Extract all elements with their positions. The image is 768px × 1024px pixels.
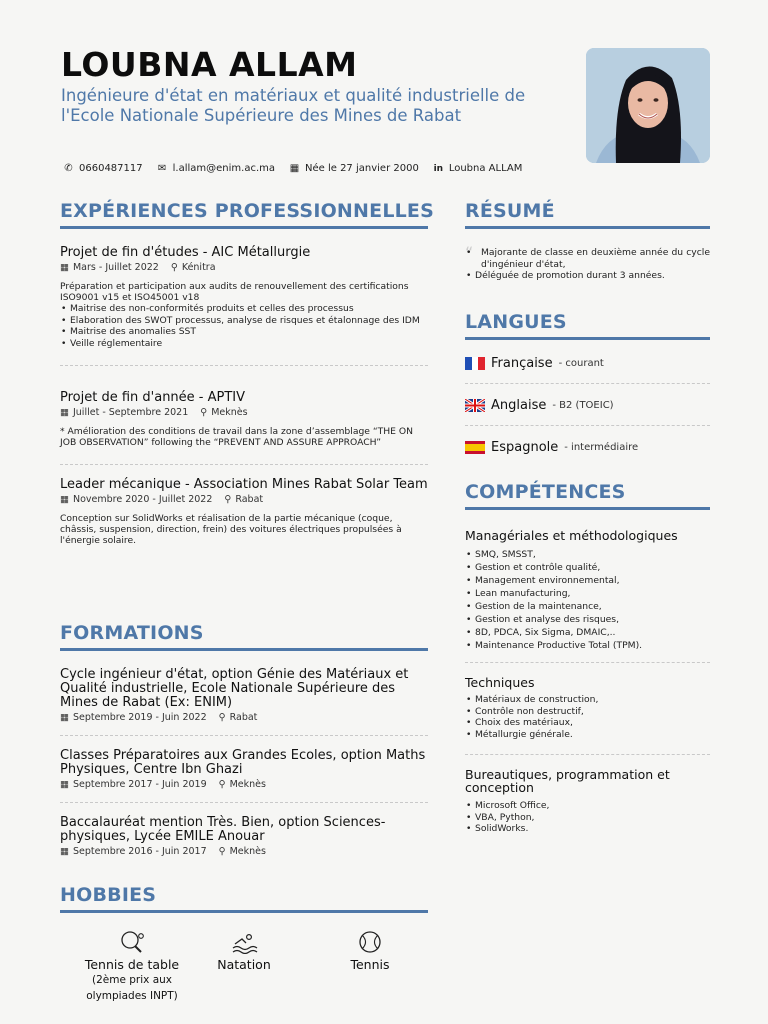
- experience-meta: [60, 262, 428, 273]
- language-item-uk: [465, 398, 710, 413]
- list-item: • Déléguée de promotion durant 3 années.: [465, 270, 710, 282]
- hobby-item-1: [62, 930, 202, 1004]
- list-item: • Gestion de la maintenance,: [465, 600, 710, 613]
- calendar-icon: ▦: [60, 712, 69, 723]
- skill-group-2: [465, 676, 710, 755]
- linkedin-icon: in: [433, 163, 444, 174]
- divider: [60, 802, 428, 803]
- language-item-fr: [465, 356, 710, 371]
- langues-section: [465, 311, 710, 455]
- tennis-ball-icon: [356, 930, 384, 954]
- location-pin-icon: ⚲: [170, 262, 178, 273]
- list-item: • Lean manufacturing,: [465, 587, 710, 600]
- experience-date: Mars - Juillet 2022: [72, 262, 159, 273]
- skill-list: [465, 694, 710, 740]
- list-item: • Métallurgie générale.: [465, 729, 710, 741]
- phone-text: 0660487117: [79, 163, 143, 174]
- list-item: • Management environnemental,: [465, 574, 710, 587]
- list-item: • Majorante de classe en deuxième année du cycle d'ingénieur d'état,: [465, 247, 710, 270]
- formation-title: Cycle ingénieur d'état, option Génie des Matériaux et Qualité industrielle, Ecole Nationale Supérieure des Mines de Rabat (Ex: ENIM): [60, 667, 409, 710]
- list-item: • Elaboration des SWOT processus, analyse de risques et étalonnage des IDM: [60, 315, 428, 327]
- list-item: • Choix des matériaux,: [465, 717, 710, 729]
- spain-flag-icon: [465, 441, 485, 454]
- list-item: • SMQ, SMSST,: [465, 548, 710, 561]
- location-pin-icon: ⚲: [218, 712, 226, 723]
- language-item-es: [465, 440, 710, 455]
- list-item: • 8D, PDCA, Six Sigma, DMAIC,..: [465, 626, 710, 639]
- contact-linkedin[interactable]: [433, 163, 523, 174]
- experience-intro: Conception sur SolidWorks et réalisation de la partie mécanique (coque, châssis, suspension, direction, frein) des voitures électriques propulsées à l'énergie solaire.: [60, 513, 402, 546]
- divider: [465, 425, 710, 426]
- hobbies-section: [60, 884, 428, 913]
- skill-group-title: Techniques: [465, 675, 535, 690]
- formation-title: Classes Préparatoires aux Grandes Ecoles, option Maths Physiques, Centre Ibn Ghazi: [60, 748, 426, 777]
- location-pin-icon: ⚲: [224, 494, 232, 505]
- section-title-competences: COMPÉTENCES: [465, 481, 710, 510]
- formation-meta: [60, 779, 428, 790]
- experiences-section: [60, 200, 434, 546]
- formation-meta: [60, 846, 428, 857]
- experience-intro: * Amélioration des conditions de travail dans la zone d’assemblage “THE ON JOB OBSERVATION” following the “PREVENT AND ASSURE APPROACH”: [60, 426, 413, 448]
- hobby-note: (2ème prix aux olympiades INPT): [86, 974, 178, 1002]
- experience-title: Projet de fin d'études - AIC Métallurgie: [60, 245, 311, 260]
- skill-group-title: Bureautiques, programmation et conception: [465, 767, 670, 795]
- profile-photo: [586, 48, 710, 163]
- formation-date: Septembre 2019 - Juin 2022: [72, 712, 207, 723]
- experience-place: Meknès: [211, 407, 248, 418]
- linkedin-text: Loubna ALLAM: [448, 163, 523, 174]
- hobby-label: Tennis de table: [84, 957, 180, 972]
- formation-meta: [60, 712, 428, 723]
- experience-date: Novembre 2020 - Juillet 2022: [72, 494, 213, 505]
- language-level: - courant: [558, 358, 604, 369]
- birth-text: Née le 27 janvier 2000: [305, 163, 419, 174]
- resume-body: [465, 243, 710, 282]
- location-pin-icon: ⚲: [218, 846, 226, 857]
- hobby-item-3: [330, 930, 410, 972]
- section-title-experiences: EXPÉRIENCES PROFESSIONNELLES: [60, 200, 428, 229]
- experience-meta: [60, 407, 428, 418]
- france-flag-icon: [465, 357, 485, 370]
- hobby-label: Tennis: [350, 957, 390, 972]
- section-title-resume: RÉSUMÉ: [465, 200, 710, 229]
- list-item: • Gestion et analyse des risques,: [465, 613, 710, 626]
- experience-intro: Préparation et participation aux audits de renouvellement des certifications ISO9001 v15 et ISO45001 v18: [60, 281, 409, 303]
- resume-bullets: [465, 247, 710, 282]
- competences-section: [465, 481, 710, 835]
- language-name: Espagnole: [491, 440, 559, 455]
- formations-section: [60, 622, 428, 857]
- hobby-label: Natation: [217, 957, 271, 972]
- experience-title: Leader mécanique - Association Mines Rabat Solar Team: [60, 477, 428, 492]
- skill-list: [465, 548, 710, 652]
- profile-photo-illustration: [586, 48, 710, 163]
- list-item: • VBA, Python,: [465, 812, 710, 824]
- contact-bar: [63, 163, 522, 174]
- section-title-hobbies: HOBBIES: [60, 884, 428, 913]
- experience-place: Kénitra: [181, 262, 216, 273]
- quote-icon: “: [465, 243, 474, 262]
- calendar-icon: ▦: [60, 846, 69, 857]
- list-item: • Matériaux de construction,: [465, 694, 710, 706]
- contact-birth: [289, 163, 419, 174]
- formation-date: Septembre 2017 - Juin 2019: [72, 779, 207, 790]
- skill-group-1: [465, 529, 710, 663]
- experience-item-2: [60, 391, 428, 465]
- headline: Ingénieure d'état en matériaux et qualité industrielle de l'Ecole Nationale Supérieure des Mines de Rabat: [61, 86, 526, 125]
- swimming-icon: [230, 930, 258, 954]
- email-icon: ✉: [157, 163, 167, 174]
- divider: [465, 383, 710, 384]
- skill-group-title: Managériales et méthodologiques: [465, 528, 678, 543]
- location-pin-icon: ⚲: [200, 407, 208, 418]
- experience-title: Projet de fin d'année - APTIV: [60, 390, 246, 405]
- calendar-icon: ▦: [60, 407, 69, 418]
- formation-place: Meknès: [229, 779, 266, 790]
- list-item: • SolidWorks.: [465, 823, 710, 835]
- divider: [60, 464, 428, 465]
- formation-title: Baccalauréat mention Très. Bien, option Sciences-physiques, Lycée EMILE Anouar: [60, 815, 386, 844]
- hobby-item-2: [204, 930, 284, 972]
- email-text: l.allam@enim.ac.ma: [172, 163, 275, 174]
- divider: [465, 754, 710, 755]
- uk-flag-icon: [465, 399, 485, 412]
- list-item: • Maitrise des non-conformités produits et celles des processus: [60, 303, 428, 315]
- language-level: - B2 (TOEIC): [552, 400, 614, 411]
- divider: [60, 365, 428, 366]
- experience-date: Juillet - Septembre 2021: [72, 407, 189, 418]
- header: [61, 46, 561, 125]
- contact-phone[interactable]: [63, 163, 143, 174]
- list-item: • Microsoft Office,: [465, 800, 710, 812]
- formation-item-3: [60, 816, 428, 857]
- formation-place: Rabat: [229, 712, 258, 723]
- calendar-icon: ▦: [60, 262, 69, 273]
- divider: [60, 735, 428, 736]
- section-title-langues: LANGUES: [465, 311, 710, 340]
- experience-place: Rabat: [235, 494, 264, 505]
- formation-item-2: [60, 749, 428, 803]
- list-item: • Contrôle non destructif,: [465, 706, 710, 718]
- divider: [465, 662, 710, 663]
- language-name: Anglaise: [491, 398, 547, 413]
- formation-place: Meknès: [229, 846, 266, 857]
- experience-bullets: [60, 303, 428, 349]
- list-item: • Veille réglementaire: [60, 338, 428, 350]
- section-title-formations: FORMATIONS: [60, 622, 428, 651]
- resume-section: [465, 200, 710, 282]
- location-pin-icon: ⚲: [218, 779, 226, 790]
- language-level: - intermédiaire: [564, 442, 639, 453]
- ping-pong-icon: [118, 930, 146, 954]
- list-item: • Gestion et contrôle qualité,: [465, 561, 710, 574]
- language-name: Française: [491, 356, 553, 371]
- name-title: LOUBNA ALLAM: [61, 45, 358, 84]
- formation-item-1: [60, 668, 428, 736]
- skill-list: [465, 800, 710, 835]
- experience-item-3: [60, 478, 428, 546]
- skill-group-3: [465, 768, 710, 835]
- experience-meta: [60, 494, 428, 505]
- calendar-icon: ▦: [289, 163, 300, 174]
- formation-date: Septembre 2016 - Juin 2017: [72, 846, 207, 857]
- calendar-icon: ▦: [60, 779, 69, 790]
- list-item: • Maitrise des anomalies SST: [60, 326, 428, 338]
- phone-icon: ✆: [64, 163, 73, 174]
- experience-item-1: [60, 246, 428, 366]
- calendar-icon: ▦: [60, 494, 69, 505]
- contact-email[interactable]: [157, 163, 275, 174]
- list-item: • Maintenance Productive Total (TPM).: [465, 639, 710, 652]
